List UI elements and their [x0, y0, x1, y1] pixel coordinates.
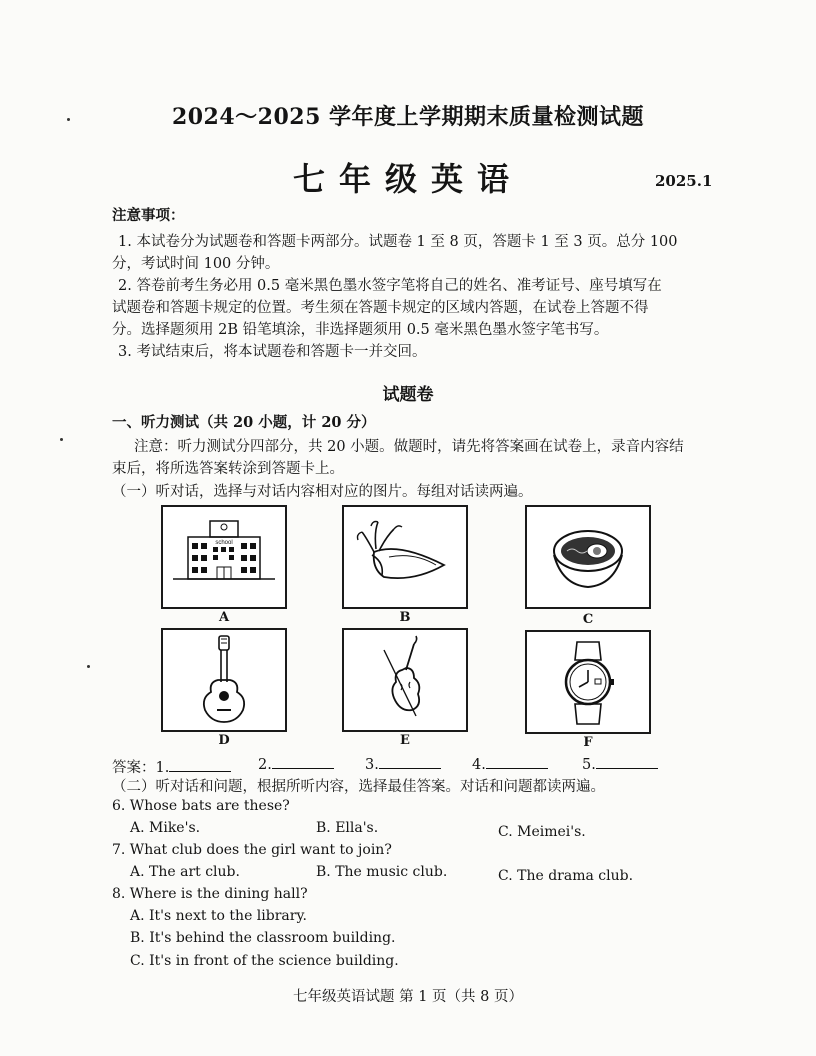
- question-option: A. The art club.: [130, 864, 240, 880]
- part1-note: 束后，将所选答案转涂到答题卡上。: [112, 461, 344, 477]
- school-building-icon: [163, 507, 285, 607]
- answer-slot-2: [258, 756, 334, 773]
- answer-number: 1.: [155, 760, 170, 776]
- question-option: B. The music club.: [316, 864, 448, 880]
- answer-number: 2.: [258, 757, 272, 773]
- question-stem: 8. Where is the dining hall?: [112, 886, 308, 902]
- picture-e: [342, 628, 468, 732]
- school-sign: school: [215, 540, 233, 546]
- notice-line: 试题卷和答题卡规定的位置。考生须在答题卡规定的区域内答题，在试卷上答题不得: [112, 300, 649, 316]
- question-option: C. It's in front of the science building.: [130, 953, 399, 969]
- notice-line: 3. 考试结束后，将本试题卷和答题卡一并交回。: [118, 344, 427, 360]
- answer-slot-3: [365, 756, 441, 773]
- picture-b: [342, 505, 468, 609]
- part1-note: 注意：听力测试分四部分，共 20 小题。做题时，请先将答案画在试卷上，录音内容结: [134, 439, 684, 455]
- notice-line: 1. 本试卷分为试题卷和答题卡两部分。试题卷 1 至 8 页，答题卡 1 至 3 页。总分 100: [118, 234, 678, 250]
- answer-slot-1: [112, 756, 231, 777]
- sub2-heading: （二）听对话和问题，根据所听内容，选择最佳答案。对话和问题都读两遍。: [112, 779, 605, 795]
- answer-slot-4: [472, 756, 548, 773]
- answer-number: 5.: [582, 757, 596, 773]
- picture-label-f: F: [583, 735, 593, 750]
- answer-blank: [596, 756, 658, 769]
- sub1-heading: （一）听对话，选择与对话内容相对应的图片。每组对话读两遍。: [112, 484, 533, 500]
- picture-d: [161, 628, 287, 732]
- exam-date: 2025.1: [655, 172, 713, 190]
- picture-label-d: D: [218, 733, 230, 748]
- page-footer: 七年级英语试题 第 1 页（共 8 页）: [293, 989, 523, 1005]
- answer-blank: [169, 759, 231, 772]
- answer-prefix: 答案：: [112, 760, 156, 776]
- notice-line: 2. 答卷前考生务必用 0.5 毫米黑色墨水签字笔将自己的姓名、准考证号、座号填写在: [118, 278, 662, 294]
- subject-title: 七年级英语: [292, 160, 523, 198]
- violin-icon: [344, 630, 466, 730]
- picture-f: [525, 630, 651, 734]
- guitar-icon: [163, 630, 285, 730]
- question-stem: 7. What club does the girl want to join?: [112, 842, 392, 858]
- notice-line: 分，考试时间 100 分钟。: [112, 256, 280, 272]
- answer-blank: [486, 756, 548, 769]
- picture-label-a: A: [218, 610, 230, 625]
- noodle-bowl-icon: [527, 507, 649, 607]
- margin-mark: [87, 665, 90, 668]
- answer-blank: [379, 756, 441, 769]
- question-option: A. Mike's.: [130, 820, 201, 836]
- answer-number: 3.: [365, 757, 379, 773]
- notice-line: 分。选择题须用 2B 铅笔填涂，非选择题须用 0.5 毫米黑色墨水签字笔书写。: [112, 322, 609, 338]
- picture-label-e: E: [400, 733, 410, 748]
- picture-c: [525, 505, 651, 609]
- notice-heading: 注意事项：: [112, 207, 185, 224]
- margin-mark: [60, 438, 63, 441]
- margin-mark: [67, 118, 70, 121]
- question-option: C. The drama club.: [498, 868, 634, 884]
- question-option: B. It's behind the classroom building.: [130, 930, 396, 946]
- picture-label-b: B: [399, 610, 411, 625]
- question-stem: 6. Whose bats are these?: [112, 798, 290, 814]
- carrot-icon: [344, 507, 466, 607]
- question-option: A. It's next to the library.: [130, 908, 307, 924]
- answer-blank: [272, 756, 334, 769]
- answer-slot-5: [582, 756, 658, 773]
- watch-icon: [527, 632, 649, 732]
- question-option: B. Ella's.: [316, 820, 379, 836]
- section-title: 试题卷: [382, 385, 434, 405]
- question-option: C. Meimei's.: [498, 824, 586, 840]
- part1-heading: 一、听力测试（共 20 小题，计 20 分）: [112, 414, 376, 431]
- exam-title: 2024～2025 学年度上学期期末质量检测试题: [171, 104, 645, 130]
- picture-a: [161, 505, 287, 609]
- answer-number: 4.: [472, 757, 486, 773]
- picture-label-c: C: [582, 612, 594, 627]
